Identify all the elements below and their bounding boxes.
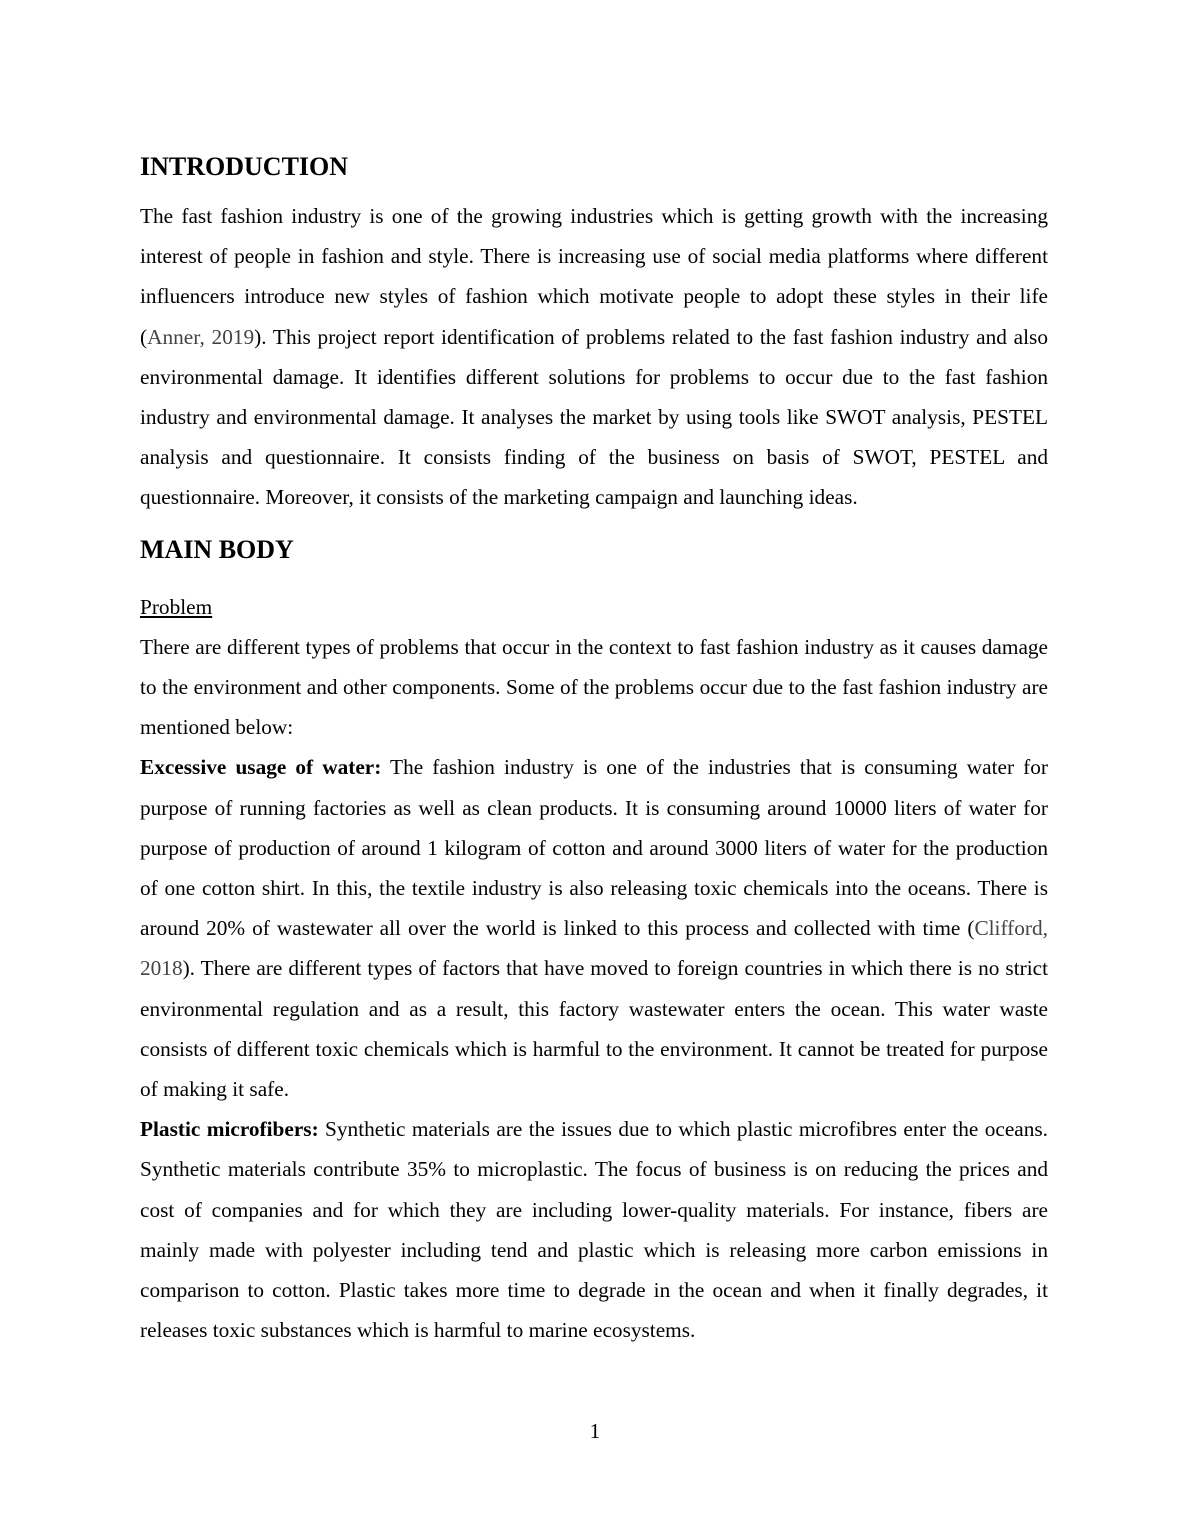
intro-text-start: The fast fashion industry is one of the growing industries which is getting growth with the increasing interest of people in fashion and style. There is increasing use of social media platforms where different influencers introduce new styles of fashion which motivate people to adopt these styles in their life ( [140, 204, 1048, 349]
citation-anner: Anner, 2019 [147, 324, 255, 349]
plastic-microfibers-paragraph [140, 1109, 1048, 1350]
introduction-paragraph [140, 196, 1048, 518]
water-usage-paragraph [140, 747, 1048, 1109]
document-page [140, 150, 1048, 1350]
main-body-heading: MAIN BODY [140, 534, 294, 564]
plastic-text: Synthetic materials are the issues due to which plastic microfibres enter the oceans. Synthetic materials contribute 35% to microplastic. The focus of business is on reducing the prices and cost of companies and for which they are including lower-quality materials. For instance, fibers are mainly made with polyester including tend and plastic which is releasing more carbon emissions in comparison to cotton. Plastic takes more time to degrade in the ocean and when it finally degrades, it releases toxic substances which is harmful to marine ecosystems. [140, 1117, 1048, 1343]
problem-paragraph: There are different types of problems that occur in the context to fast fashion industry as it causes damage to the environment and other components. Some of the problems occur due to the fast fashion industry are mentioned below: [140, 634, 1048, 740]
introduction-heading: INTRODUCTION [140, 152, 349, 181]
citation-clifford: Clifford, 2018 [140, 916, 1048, 981]
problem-subheading: Problem [140, 594, 213, 619]
water-text-end: ). There are different types of factors that have moved to foreign countries in which there is no strict environmental regulation and as a result, this factory wastewater enters the ocean. This water waste consists of different toxic chemicals which is harmful to the environment. It cannot be treated for purpose of making it safe. [140, 956, 1048, 1102]
water-text-start: The fashion industry is one of the industries that is consuming water for purpose of running factories as well as clean products. It is consuming around 10000 liters of water for purpose of production of around 1 kilogram of cotton and around 3000 liters of water for the production of one cotton shirt. In this, the textile industry is also releasing toxic chemicals into the oceans. There is around 20% of wastewater all over the world is linked to this process and collected with time ( [140, 755, 1048, 941]
water-usage-label: Excessive usage of water: [140, 755, 382, 780]
page-number: 1 [589, 1419, 601, 1443]
plastic-microfibers-label: Plastic microfibers: [140, 1117, 319, 1142]
intro-text-end: ). This project report identification of problems related to the fast fashion industry and also environmental damage. It identifies different solutions for problems to occur due to the fast fashion industry and environmental damage. It analyses the market by using tools like SWOT analysis, PESTEL analysis and questionnaire. It consists finding of the business on basis of SWOT, PESTEL and questionnaire. Moreover, it consists of the marketing campaign and launching ideas. [140, 324, 1048, 510]
